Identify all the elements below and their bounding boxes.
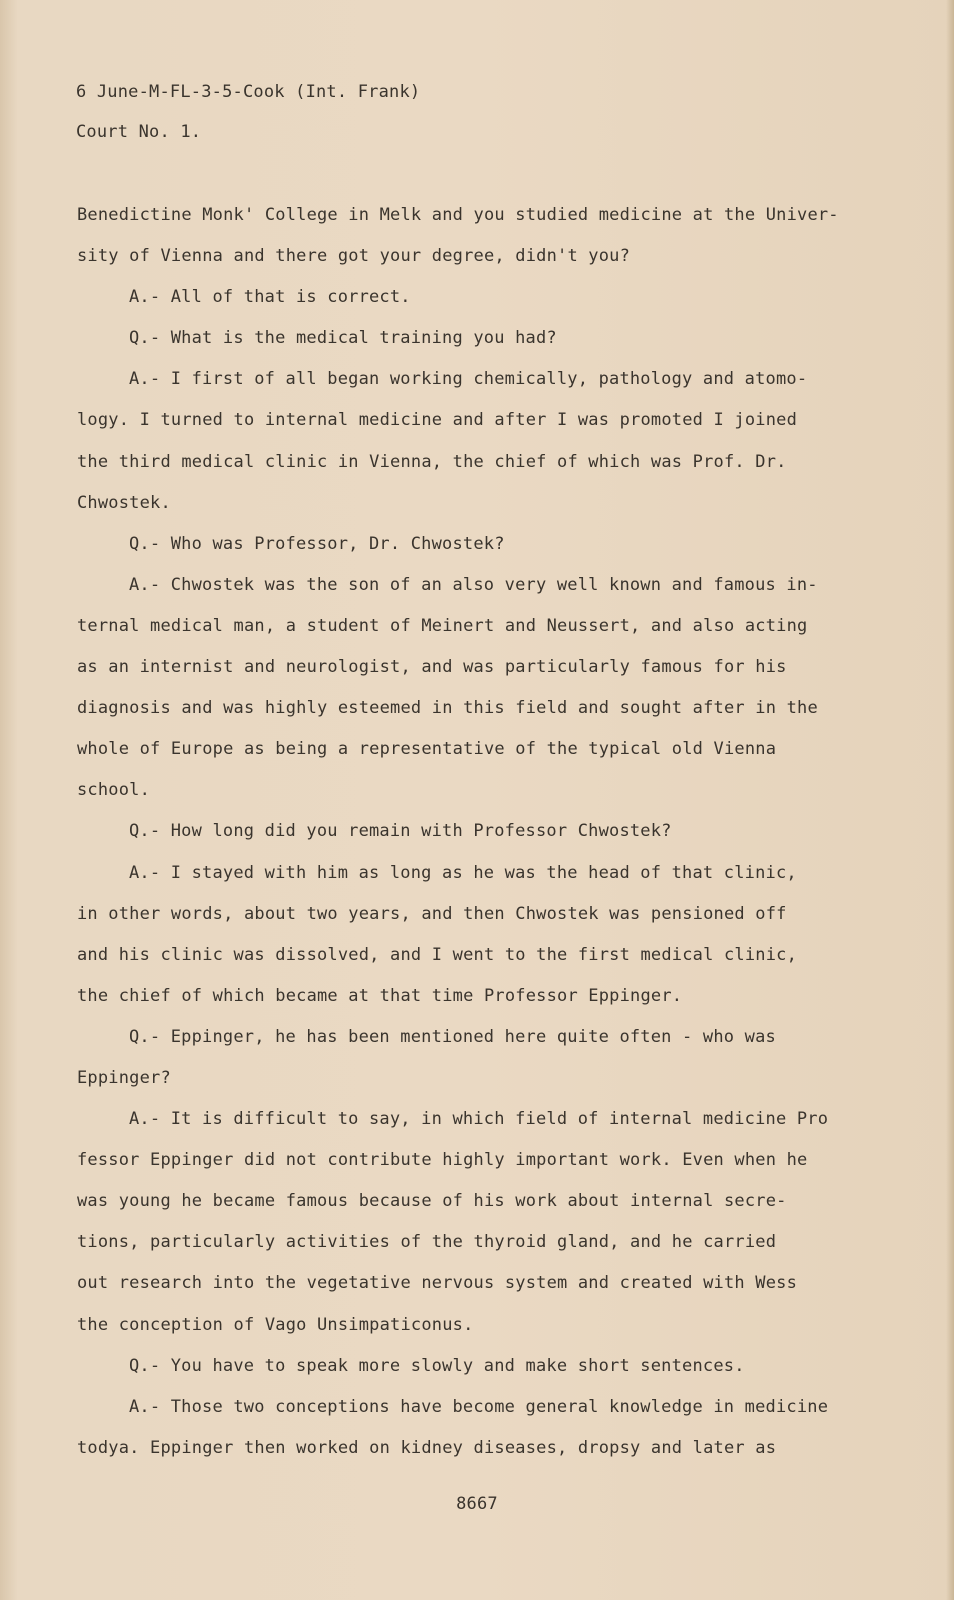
transcript-line: diagnosis and was highly esteemed in this field and sought after in the [77,698,818,719]
transcript-line: A.- Those two conceptions have become general knowledge in medicine [129,1396,829,1417]
transcript-body [77,200,837,1474]
page-edge-shadow [946,0,954,1600]
transcript-line: A.- It is difficult to say, in which field of internal medicine Pro [129,1109,829,1130]
page-number: 8667 [456,1494,498,1514]
transcript-line: ternal medical man, a student of Meinert and Neussert, and also acting [77,615,808,636]
transcript-line: Q.- Who was Professor, Dr. Chwostek? [129,533,505,554]
transcript-line: out research into the vegetative nervous system and created with Wess [77,1273,798,1294]
transcript-line: A.- Chwostek was the son of an also very well known and famous in- [129,574,818,595]
transcript-line: and his clinic was dissolved, and I went to the first medical clinic, [77,944,798,965]
transcript-line: Eppinger? [77,1067,171,1088]
transcript-line: Q.- What is the medical training you had? [129,328,557,349]
transcript-line: Q.- How long did you remain with Professor Chwostek? [129,821,672,842]
transcript-line: Benedictine Monk' College in Melk and you studied medicine at the Univer- [77,205,839,225]
court-number: Court No. 1. [76,122,202,142]
transcript-line: todya. Eppinger then worked on kidney diseases, dropsy and later as [77,1437,777,1458]
transcript-line: Q.- Eppinger, he has been mentioned here quite often - who was [129,1026,776,1047]
transcript-line: was young he became famous because of his work about internal secre- [77,1191,787,1212]
transcript-line: the chief of which became at that time Professor Eppinger. [77,985,683,1006]
transcript-line: A.- All of that is correct. [129,287,411,308]
transcript-line: the conception of Vago Unsimpaticonus. [77,1314,474,1335]
transcript-line: A.- I stayed with him as long as he was the head of that clinic, [129,862,797,883]
transcript-line: Chwostek. [77,492,171,513]
transcript-line: in other words, about two years, and then Chwostek was pensioned off [77,903,787,924]
transcript-line: the third medical clinic in Vienna, the chief of which was Prof. Dr. [77,451,787,472]
transcript-line: tions, particularly activities of the thyroid gland, and he carried [77,1232,777,1253]
case-reference: 6 June-M-FL-3-5-Cook (Int. Frank) [76,82,421,102]
transcript-line: whole of Europe as being a representative of the typical old Vienna [77,739,777,760]
transcript-line: school. [77,780,151,801]
transcript-line: A.- I first of all began working chemically, pathology and atomo- [129,369,808,390]
document-header [76,78,420,158]
transcript-line: sity of Vienna and there got your degree, didn't you? [77,246,631,267]
transcript-line: Q.- You have to speak more slowly and make short sentences. [129,1355,745,1376]
transcript-line: logy. I turned to internal medicine and after I was promoted I joined [77,410,798,431]
transcript-line: fessor Eppinger did not contribute highly important work. Even when he [77,1150,808,1171]
transcript-line: as an internist and neurologist, and was particularly famous for his [77,657,787,678]
